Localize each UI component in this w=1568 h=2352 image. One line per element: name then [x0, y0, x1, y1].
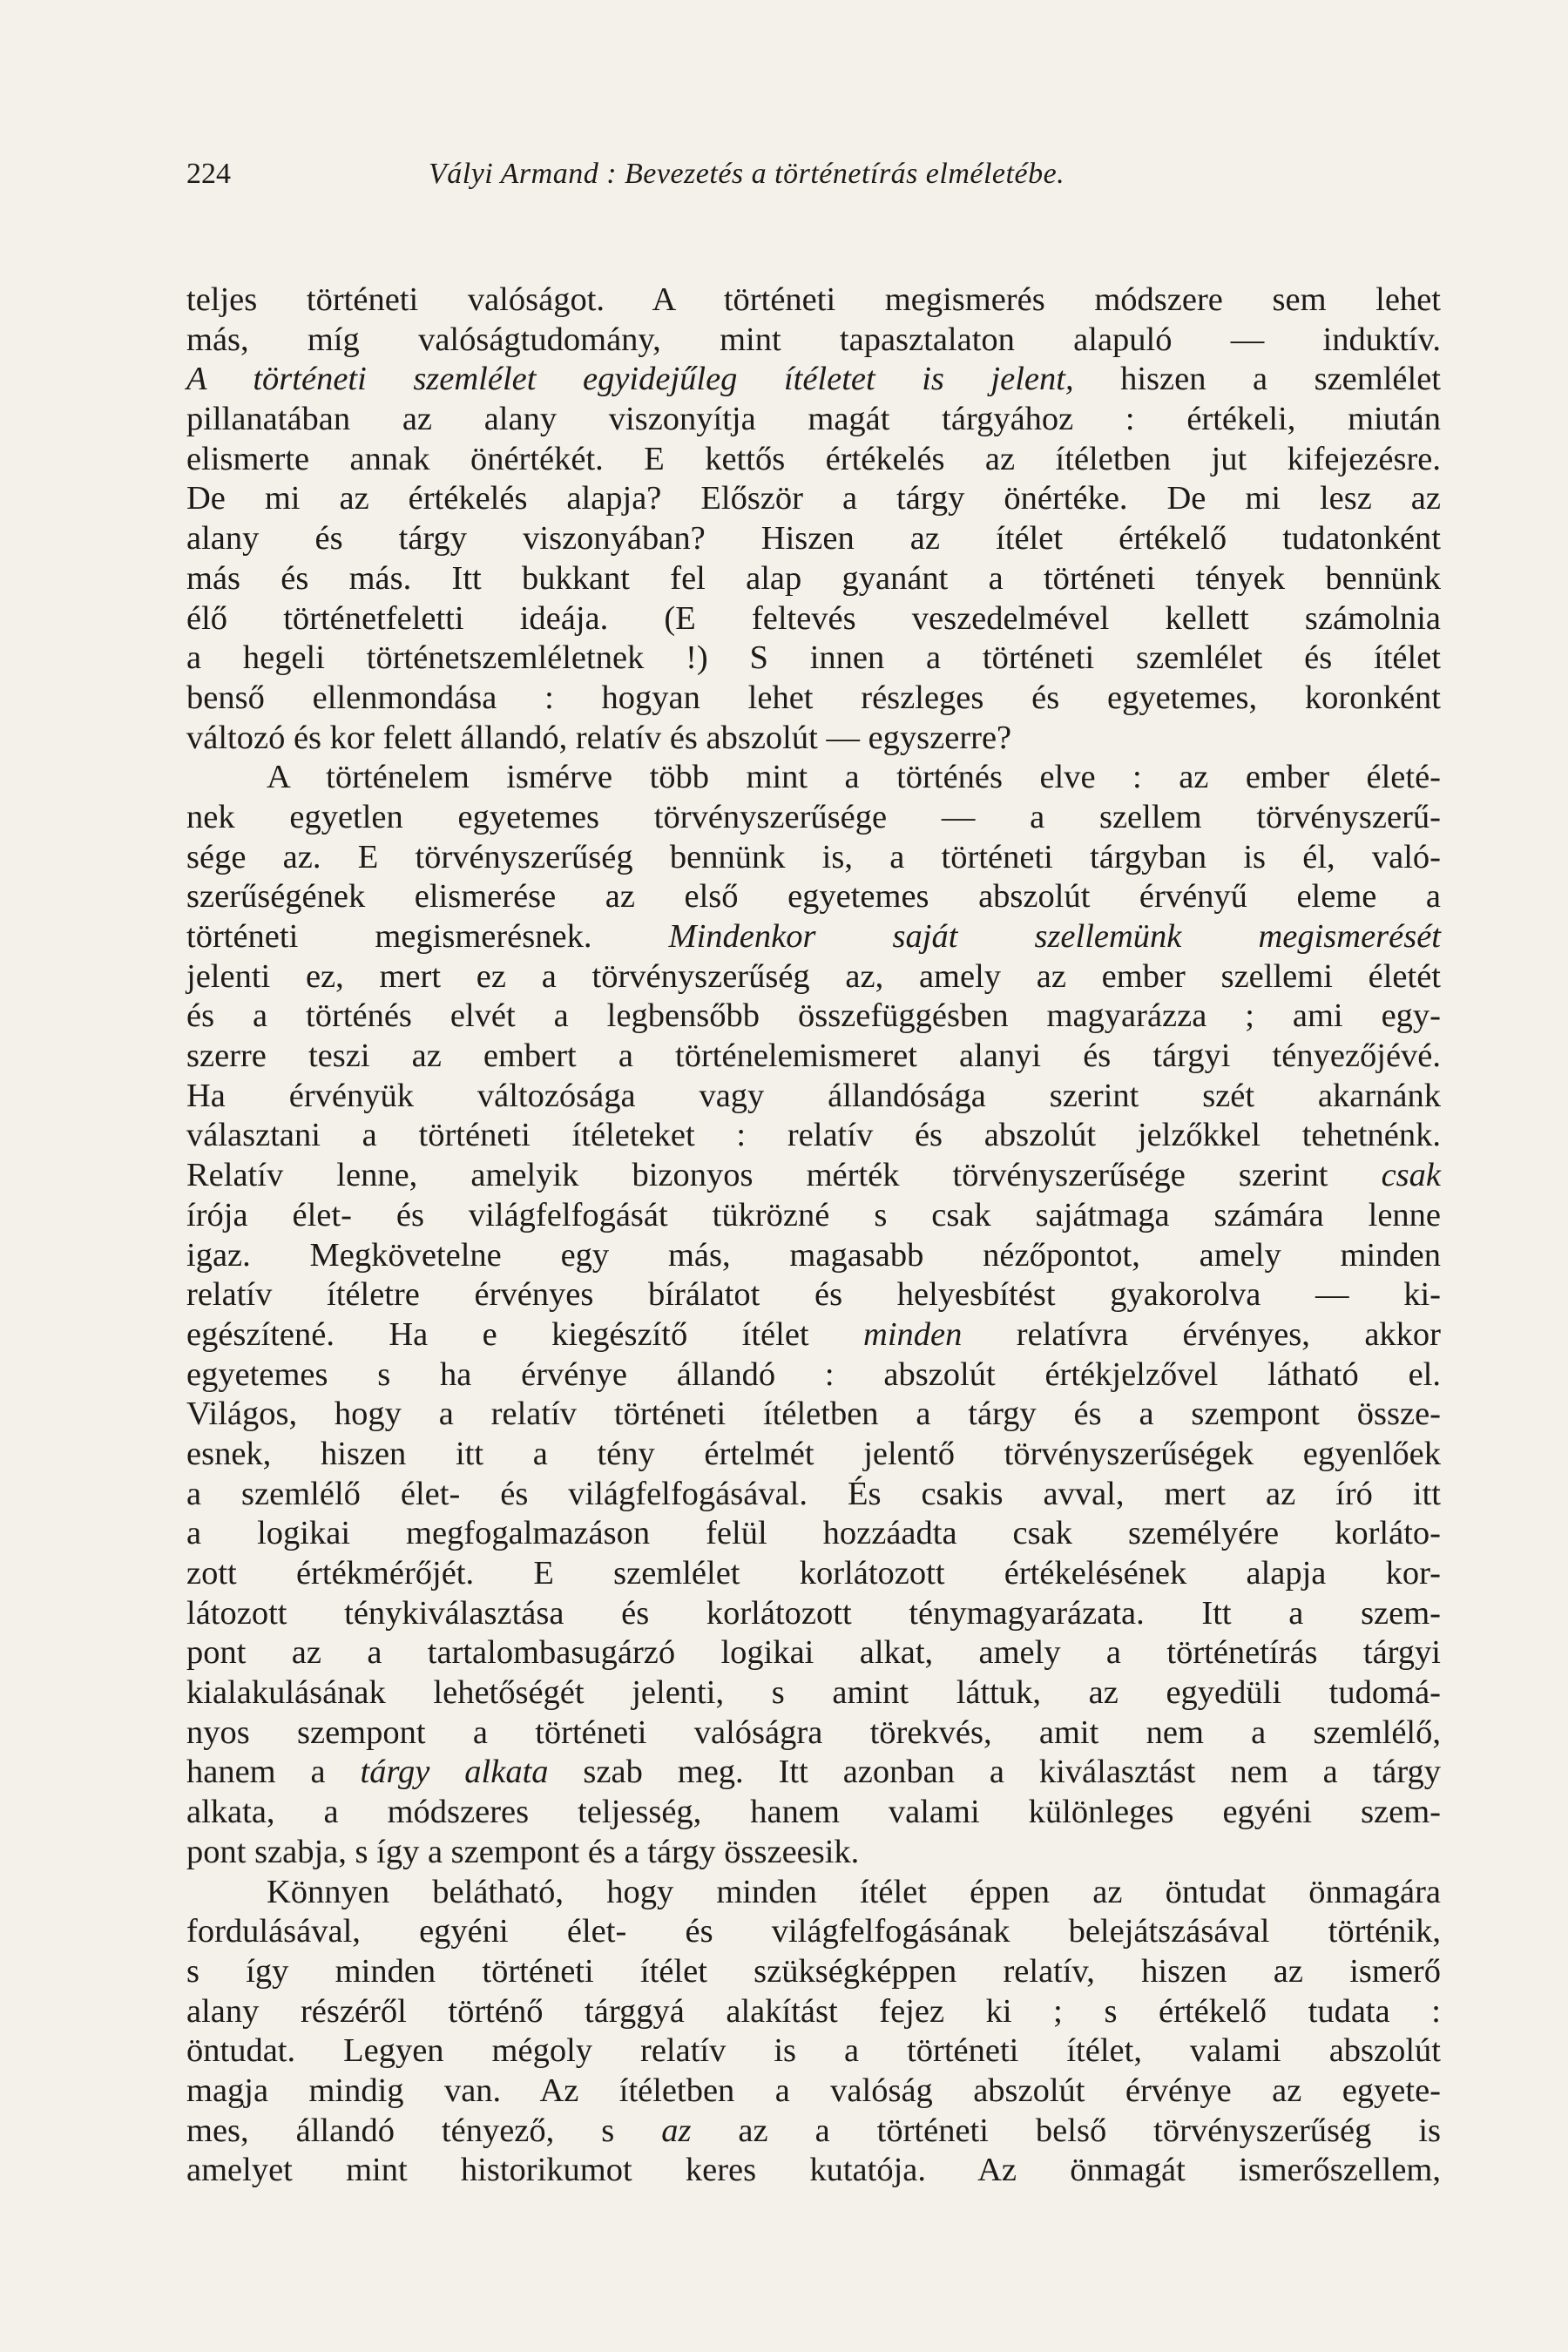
text-line [186, 1873, 1441, 1913]
text-segment: igaz. Megkövetelne egy más, magasabb nézőpontot, amely minden [186, 1236, 1441, 1274]
text-line [186, 280, 1441, 321]
text-segment: egészítené. Ha e kiegészítő ítélet [186, 1315, 864, 1353]
italic-text: minden [863, 1315, 963, 1353]
text-segment: pont szabja, s így a szempont és a tárgy összeesik. [186, 1833, 860, 1870]
text-segment: zott értékmérőjét. E szemlélet korlátozott értékelésének alapja kor- [186, 1555, 1441, 1592]
text-line [186, 1315, 1441, 1355]
text-line [186, 1275, 1441, 1315]
text-segment: Relatív lenne, amelyik bizonyos mérték törvényszerűsége szerint [186, 1157, 1382, 1194]
text-segment: szerűségének elismerése az első egyetemes abszolút érvényű eleme a [186, 878, 1441, 916]
text-line [186, 838, 1441, 878]
text-segment: Ha érvényük változósága vagy állandósága szerint szét akarnánk [186, 1077, 1441, 1114]
text-segment: kialakulásának lehetőségét jelenti, s amint láttuk, az egyedüli tudomá- [186, 1674, 1441, 1712]
text-line [186, 1236, 1441, 1276]
text-line [186, 1395, 1441, 1435]
text-segment: De mi az értékelés alapja? Először a tárgy önértéke. De mi lesz az [186, 480, 1441, 517]
text-line [186, 2031, 1441, 2072]
text-line [186, 2151, 1441, 2191]
text-line [186, 1077, 1441, 1117]
text-segment: és a történés elvét a legbensőbb összefüggésben magyarázza ; ami egy- [186, 997, 1441, 1035]
text-line [186, 559, 1441, 599]
text-segment: magja mindig van. Az ítéletben a valóság abszolút érvénye az egyete- [186, 2072, 1441, 2109]
text-line [186, 519, 1441, 559]
text-line [186, 1475, 1441, 1515]
text-line [186, 917, 1441, 957]
italic-text: csak [1381, 1157, 1441, 1194]
text-line [186, 877, 1441, 917]
text-segment: változó és kor felett állandó, relatív és abszolút — egyszerre? [186, 719, 1012, 756]
text-line [186, 1833, 1441, 1873]
text-line [186, 957, 1441, 997]
text-line [186, 758, 1441, 798]
text-line [186, 1633, 1441, 1673]
text-line [186, 1793, 1441, 1833]
text-segment: sége az. E törvényszerűség bennünk is, a történeti tárgyban is él, való- [186, 838, 1441, 875]
text-segment: amelyet mint historikumot keres kutatója. Az önmagát ismerőszellem, [186, 2152, 1441, 2189]
text-segment: az a történeti belső törvényszerűség is [691, 2112, 1442, 2149]
text-segment: szab meg. Itt azonban a kiválasztást nem a tárgy [548, 1754, 1441, 1791]
text-line [186, 599, 1441, 639]
text-line [186, 400, 1441, 440]
text-segment: hanem a [186, 1754, 361, 1791]
text-segment: a hegeli történetszemléletnek !) S innen a történeti szemlélet és ítélet [186, 639, 1441, 677]
text-segment: esnek, hiszen itt a tény értelmét jelentő törvényszerűségek egyenlőek [186, 1435, 1441, 1472]
text-line [186, 2112, 1441, 2152]
text-segment: más, míg valóságtudomány, mint tapasztalaton alapuló — induktív. [186, 321, 1441, 358]
text-segment: benső ellenmondása : hogyan lehet részleges és egyetemes, koronként [186, 679, 1441, 716]
text-line [186, 1435, 1441, 1475]
text-segment: nyos szempont a történeti valóságra törekvés, amit nem a szemlélő, [186, 1713, 1441, 1751]
text-line [186, 1713, 1441, 1754]
running-head [186, 155, 1441, 193]
page-number: 224 [186, 158, 231, 190]
italic-text: tárgy alkata [360, 1754, 549, 1791]
text-line [186, 1673, 1441, 1713]
running-head-title: Vályi Armand : Bevezetés a történetírás elméletébe. [429, 158, 1065, 190]
body-text [186, 280, 1441, 2191]
text-segment: szerre teszi az embert a történelemismeret alanyi és tárgyi tényezőjévé. [186, 1037, 1441, 1075]
text-line [186, 997, 1441, 1037]
text-line [186, 1514, 1441, 1554]
text-segment: Könnyen belátható, hogy minden ítélet éppen az öntudat önmagára [267, 1873, 1441, 1910]
text-line [186, 1992, 1441, 2032]
text-segment: öntudat. Legyen mégoly relatív is a történeti ítélet, valami abszolút [186, 2032, 1441, 2070]
text-segment: látozott ténykiválasztása és korlátozott ténymagyarázata. Itt a szem- [186, 1594, 1441, 1632]
text-segment: fordulásával, egyéni élet- és világfelfogásának belejátszásával történik, [186, 1913, 1441, 1950]
text-line [186, 1116, 1441, 1156]
text-line [186, 639, 1441, 679]
text-segment: hiszen a szemlélet [1073, 361, 1441, 398]
text-segment: pont az a tartalombasugárzó logikai alkat, amely a történetírás tárgyi [186, 1634, 1441, 1672]
text-line [186, 1156, 1441, 1196]
italic-text: Mindenkor saját szellemünk megismerését [668, 918, 1442, 955]
text-line [186, 798, 1441, 838]
text-line [186, 2072, 1441, 2112]
text-segment: választani a történeti ítéleteket : relatív és abszolút jelzőkkel tehetnénk. [186, 1117, 1441, 1154]
text-segment: nek egyetlen egyetemes törvényszerűsége — a szellem törvényszerű- [186, 798, 1441, 835]
text-segment: egyetemes s ha érvénye állandó : abszolút értékjelzővel látható el. [186, 1355, 1441, 1393]
text-segment: pillanatában az alany viszonyítja magát tárgyához : értékeli, miután [186, 401, 1441, 438]
text-segment: A történelem ismérve több mint a történés elve : az ember életé- [267, 759, 1441, 796]
text-line [186, 1753, 1441, 1793]
text-segment: élő történetfeletti ideája. (E feltevés veszedelmével kellett számolnia [186, 599, 1441, 637]
text-segment: Világos, hogy a relatív történeti ítéletben a tárgy és a szempont össze- [186, 1396, 1441, 1433]
text-segment: alkata, a módszeres teljesség, hanem valami különleges egyéni szem- [186, 1794, 1441, 1831]
text-segment: teljes történeti valóságot. A történeti megismerés módszere sem lehet [186, 281, 1441, 318]
text-segment: relatív ítéletre érvényes bírálatot és helyesbítést gyakorolva — ki- [186, 1276, 1441, 1314]
italic-text: A történeti szemlélet egyidejűleg ítéletet is jelent, [186, 361, 1074, 398]
text-segment: a szemlélő élet- és világfelfogásával. És csakis avval, mert az író itt [186, 1475, 1441, 1512]
text-segment: alany és tárgy viszonyában? Hiszen az ítélet értékelő tudatonként [186, 520, 1441, 558]
text-segment: történeti megismerésnek. [186, 918, 669, 955]
text-segment: alany részéről történő tárggyá alakítást fejez ki ; s értékelő tudata : [186, 1992, 1441, 2030]
text-segment: jelenti ez, mert ez a törvényszerűség az, amely az ember szellemi életét [186, 957, 1441, 995]
text-line [186, 321, 1441, 361]
text-line [186, 1355, 1441, 1396]
text-line [186, 360, 1441, 400]
text-segment: relatívra érvényes, akkor [962, 1315, 1441, 1353]
text-segment: s így minden történeti ítélet szükségképpen relatív, hiszen az ismerő [186, 1952, 1441, 1990]
text-segment: írója élet- és világfelfogását tükrözné s csak sajátmaga számára lenne [186, 1196, 1441, 1233]
text-line [186, 479, 1441, 519]
text-segment: elismerte annak önértékét. E kettős értékelés az ítéletben jut kifejezésre. [186, 440, 1441, 477]
text-line [186, 1952, 1441, 1992]
text-segment: más és más. Itt bukkant fel alap gyanánt a történeti tények bennünk [186, 559, 1441, 597]
text-line [186, 1594, 1441, 1634]
text-line [186, 1196, 1441, 1236]
text-segment: a logikai megfogalmazáson felül hozzáadta csak személyére korláto- [186, 1515, 1441, 1552]
text-line [186, 1037, 1441, 1077]
text-line [186, 719, 1441, 759]
text-segment: mes, állandó tényező, s [186, 2112, 662, 2149]
text-line [186, 440, 1441, 480]
italic-text: az [661, 2112, 692, 2149]
text-line [186, 679, 1441, 719]
text-line [186, 1912, 1441, 1952]
text-line [186, 1554, 1441, 1594]
